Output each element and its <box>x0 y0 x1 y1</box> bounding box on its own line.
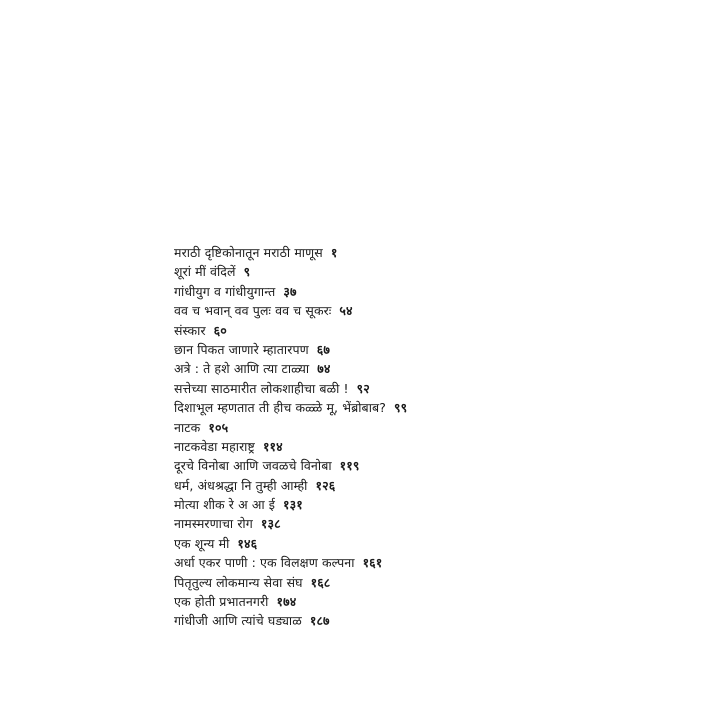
toc-entry <box>174 282 407 301</box>
toc-entry <box>174 340 407 359</box>
toc-entry-title: धर्म, अंधश्रद्धा नि तुम्ही आम्ही <box>174 477 308 493</box>
toc-entry <box>174 495 407 514</box>
toc-entry-title: छान पिकत जाणारे म्हातारपण <box>174 341 309 357</box>
toc-entry-title: एक होती प्रभातनगरी <box>174 594 269 610</box>
toc-entry-title: नाटकवेडा महाराष्ट्र <box>174 438 255 454</box>
toc-entry <box>174 321 407 340</box>
toc-entry-title: मराठी दृष्टिकोनातून मराठी माणूस <box>174 245 323 260</box>
toc-entry <box>174 514 407 533</box>
toc-entry-title: वव च भवान् वव पुलः वव च सूकरः <box>174 303 332 319</box>
toc-entry <box>174 553 407 572</box>
toc-entry-page-number: १८७ <box>309 613 330 629</box>
toc-entry <box>174 301 407 320</box>
toc-entry-page-number: १४६ <box>237 535 258 551</box>
toc-entry-title: संस्कार <box>174 322 206 338</box>
toc-entry <box>174 359 407 378</box>
toc-entry-page-number: ५४ <box>339 303 353 319</box>
toc-entry-page-number: ९९ <box>394 400 408 416</box>
toc-entry-page-number: ६० <box>213 322 227 338</box>
toc-entry-page-number: १३१ <box>283 497 303 513</box>
toc-entry-title: दूरचे विनोबा आणि जवळचे विनोबा <box>174 458 332 474</box>
toc-entry <box>174 418 407 437</box>
toc-entry-page-number: ३७ <box>283 283 297 299</box>
toc-entry <box>174 476 407 495</box>
toc-entry <box>174 437 407 456</box>
toc-entry-title: दिशाभूल म्हणतात ती हीच कळ्ळे मू, भेंब्रोबाब? <box>174 400 386 416</box>
table-of-contents <box>174 243 407 631</box>
toc-entry-title: अत्रे : ते हशे आणि त्या टाळ्या <box>174 361 310 377</box>
toc-entry <box>174 534 407 553</box>
toc-entry-page-number: ९ <box>243 264 251 280</box>
toc-entry-page-number: १३८ <box>260 516 281 532</box>
toc-entry-page-number: १६१ <box>362 555 383 571</box>
toc-entry-title: गांधीयुग व गांधीयुगान्त <box>174 283 276 299</box>
toc-entry-title: सत्तेच्या साठमारीत लोकशाहीचा बळी ! <box>174 380 349 396</box>
toc-entry-page-number: ११९ <box>339 458 360 474</box>
toc-entry-page-number: १०५ <box>208 419 229 435</box>
toc-entry-page-number: १६८ <box>310 574 331 590</box>
toc-entry <box>174 611 407 630</box>
toc-entry-title: अर्धा एकर पाणी : एक विलक्षण कल्पना <box>174 555 355 571</box>
toc-entry-title: पितृतुल्य लोकमान्य सेवा संघ <box>174 574 303 590</box>
toc-entry-title: शूरां मीं वंदिलें <box>174 264 236 280</box>
toc-entry <box>174 398 407 417</box>
toc-entry <box>174 243 407 262</box>
toc-entry-page-number: १७४ <box>276 594 297 610</box>
toc-entry <box>174 456 407 475</box>
toc-entry-page-number: ६७ <box>316 341 330 357</box>
toc-entry-page-number: ११४ <box>262 438 283 454</box>
toc-entry-page-number: ७४ <box>317 361 331 377</box>
toc-entry-title: गांधीजी आणि त्यांचे घड्याळ <box>174 613 302 629</box>
toc-entry <box>174 592 407 611</box>
toc-entry <box>174 379 407 398</box>
toc-entry-title: मोत्या शीक रे अ आ ई <box>174 497 276 513</box>
toc-entry <box>174 573 407 592</box>
toc-entry <box>174 262 407 281</box>
toc-entry-title: नाटक <box>174 419 201 435</box>
toc-entry-page-number: १२६ <box>315 477 336 493</box>
toc-entry-page-number: १ <box>330 245 338 260</box>
toc-entry-title: नामस्मरणाचा रोग <box>174 516 253 532</box>
toc-entry-page-number: ९२ <box>356 380 370 396</box>
toc-entry-title: एक शून्य मी <box>174 535 230 551</box>
